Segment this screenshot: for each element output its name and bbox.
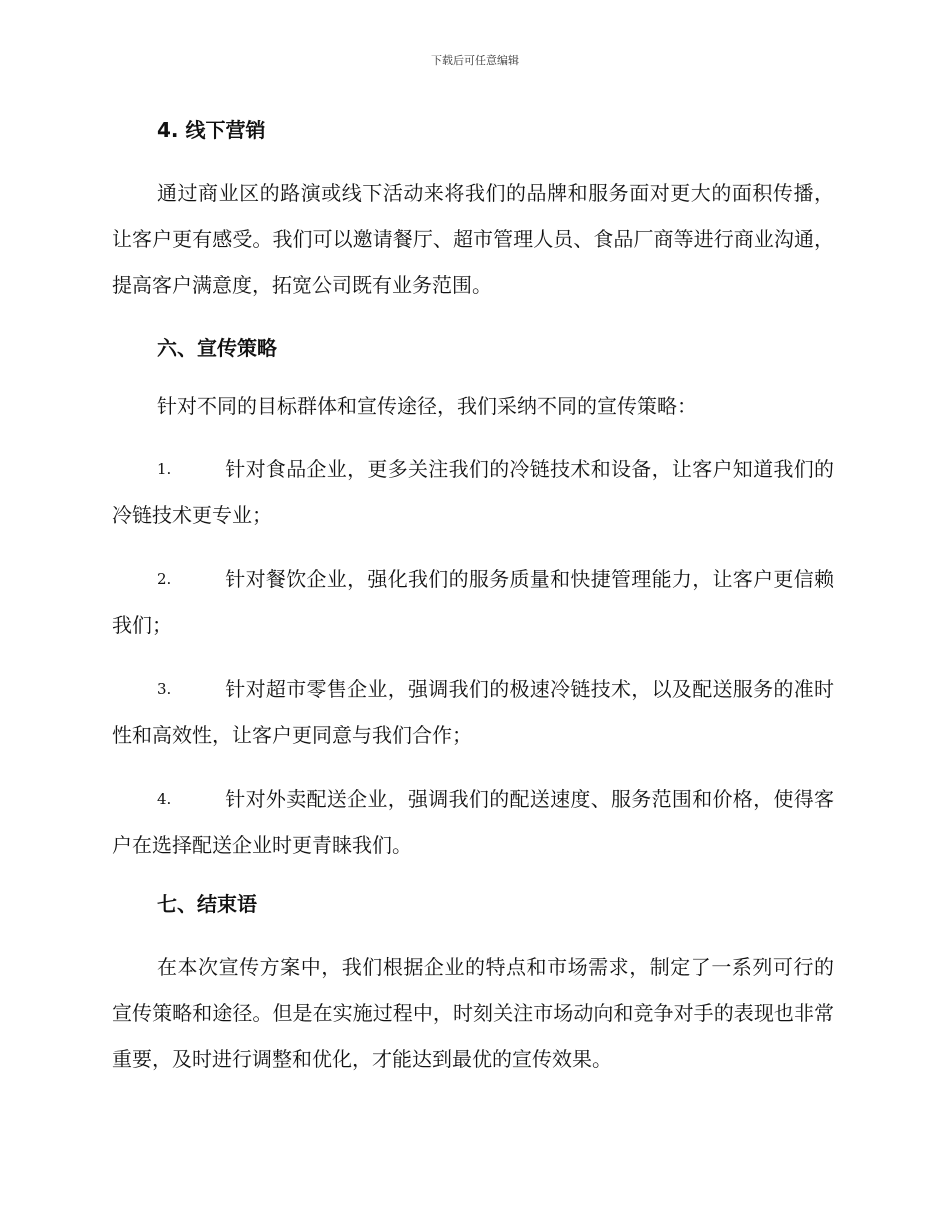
list-item-text: 针对外卖配送企业，强调我们的配送速度、服务范围和价格，使得客户在选择配送企业时更青睐我们。 [112,787,834,857]
section-heading-promotion-strategy: 六、宣传策略 [157,336,277,360]
page-header: 下载后可任意编辑 [431,54,519,67]
list-item [112,446,834,538]
list-item [112,776,834,868]
section-heading-offline-marketing: 4. 线下营销 [157,118,266,142]
list-item [112,556,834,648]
list-item-text: 针对超市零售企业，强调我们的极速冷链技术，以及配送服务的准时性和高效性，让客户更同意与我们合作； [112,677,834,747]
paragraph-offline-marketing: 通过商业区的路演或线下活动来将我们的品牌和服务面对更大的面积传播，让客户更有感受。我们可以邀请餐厅、超市管理人员、食品厂商等进行商业沟通，提高客户满意度，拓宽公司既有业务范围。 [112,181,834,297]
list-item-text: 针对餐饮企业，强化我们的服务质量和快捷管理能力，让客户更信赖我们； [112,567,834,637]
paragraph-conclusion: 在本次宣传方案中，我们根据企业的特点和市场需求，制定了一系列可行的宣传策略和途径。但是在实施过程中，时刻关注市场动向和竞争对手的表现也非常重要，及时进行调整和优化，才能达到最优的宣传效果。 [112,955,834,1071]
document-body [112,112,834,1104]
list-item [112,666,834,758]
paragraph-strategy-intro: 针对不同的目标群体和宣传途径，我们采纳不同的宣传策略： [157,394,697,418]
list-item-number: 4. [157,790,172,808]
list-item-number: 3. [157,680,172,698]
list-item-text: 针对食品企业，更多关注我们的冷链技术和设备，让客户知道我们的冷链技术更专业； [112,457,834,527]
list-item-number: 2. [157,570,172,588]
section-heading-conclusion: 七、结束语 [157,892,257,916]
list-item-number: 1. [157,460,172,478]
